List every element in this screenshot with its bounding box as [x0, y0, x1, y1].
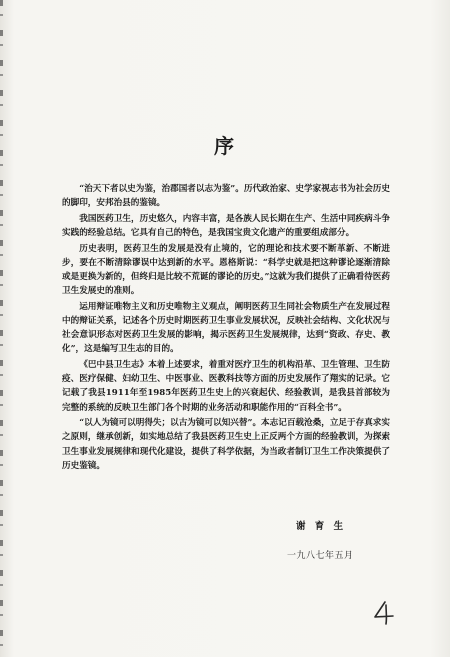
paragraph: 历史表明，医药卫生的发展是没有止境的，它的理论和技术要不断革新、不断进步，要在不断清除谬误中达到新的水平。恩格斯说：“科学史就是把这种谬论逐渐清除或是更换为新的，但终归是比较不荒诞的谬论的历史。”这就为我们提供了正确看待医药卫生发展史的准则。 [62, 243, 390, 297]
preface-body [62, 182, 390, 474]
paragraph: 运用辩证唯物主义和历史唯物主义观点，阐明医药卫生同社会物质生产在发展过程中的辩证关系，记述各个历史时期医药卫生事业发展状况，反映社会结构、文化状况与社会意识形态对医药卫生发展的影响，揭示医药卫生发展规律，达到“资政、存史、教化”，这是编写卫生志的目的。 [62, 301, 390, 355]
preface-date: 一九八七年五月 [287, 551, 354, 561]
binding-edge [0, 0, 3, 657]
paragraph: 我国医药卫生，历史悠久，内容丰富，是各族人民长期在生产、生活中同疾病斗争实践的经验总结。它具有自己的特色，是我国宝贵文化遗产的重要组成部分。 [62, 213, 390, 238]
handwritten-four-icon [371, 600, 397, 626]
handwritten-page-number [371, 600, 397, 626]
page-title: 序 [214, 134, 236, 158]
author-signature: 谢 育 生 [296, 521, 347, 532]
paragraph: “治天下者以史为鉴，治郡国者以志为鉴”。历代政治家、史学家视志书为社会历史的脚印，安邦治县的鉴镜。 [62, 184, 390, 209]
paragraph: “以人为镜可以明得失；以古为镜可以知兴替”。本志记百载沧桑，立足于存真求实之原则，继承创新，如实地总结了我县医药卫生史上正反两个方面的经验教训，为探索卫生事业发展规律和现代化建设，提供了科学依据，为当政者制订卫生工作决策提供了历史鉴镜。 [62, 418, 390, 471]
paragraph: 《巴中县卫生志》本着上述要求，着重对医疗卫生的机构沿革、卫生管理、卫生防疫、医疗保健、妇幼卫生、中医事业、医教科技等方面的历史发展作了翔实的记录。它记载了我县1911年至1985年医药卫生史上的兴衰起伏、经验教训，是我县首部较为完整的系统的反映卫生部门各个时期的业务活动和职能作用的“百科全书”。 [62, 360, 390, 413]
